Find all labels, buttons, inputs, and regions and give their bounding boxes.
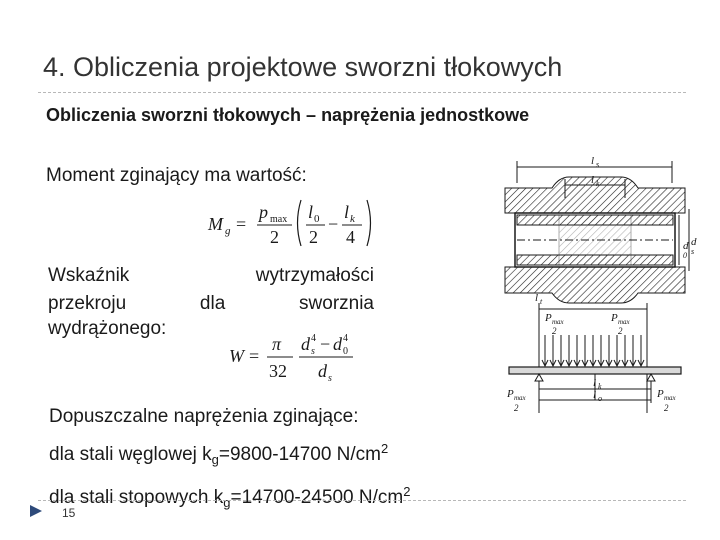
load-arrows bbox=[542, 335, 644, 366]
carbon-sub: g bbox=[211, 452, 219, 467]
alloy-prefix: dla stali stopowych k bbox=[49, 487, 224, 508]
formula-den-32: 32 bbox=[269, 361, 287, 381]
allowable-heading: Dopuszczalne naprężenia zginające: bbox=[49, 406, 359, 427]
formula-den-2b: 2 bbox=[309, 227, 318, 247]
formula-minus: − bbox=[328, 214, 339, 234]
index-label-line3: wydrążonego: bbox=[48, 318, 167, 339]
moment-label: Moment zginający ma wartość: bbox=[46, 165, 307, 186]
formula-den-2: 2 bbox=[270, 227, 279, 247]
load-left-den: 2 bbox=[552, 326, 557, 336]
label-lk-sub: k bbox=[596, 179, 600, 188]
label-d0: d bbox=[683, 240, 689, 252]
formula-w: W bbox=[229, 346, 244, 366]
carbon-steel-line bbox=[49, 433, 410, 476]
label-ls-sub: s bbox=[596, 160, 600, 169]
alloy-sup: 2 bbox=[403, 484, 411, 499]
reaction-right-den: 2 bbox=[664, 403, 669, 413]
slide-subtitle: Obliczenia sworzni tłokowych – naprężenia jednostkowe bbox=[46, 105, 530, 125]
formula-den-4: 4 bbox=[346, 227, 355, 247]
formula-den-ds: d bbox=[318, 361, 327, 381]
allowable-stress-block bbox=[49, 401, 410, 519]
formula-mg-sub: g bbox=[225, 225, 231, 237]
footer-divider bbox=[38, 500, 686, 501]
title-divider bbox=[38, 92, 686, 93]
label-d0-sub: 0 bbox=[683, 251, 687, 260]
carbon-prefix: dla stali węglowej k bbox=[49, 444, 212, 465]
page-number: 15 bbox=[62, 506, 76, 520]
reaction-right-p-sub: max bbox=[664, 394, 676, 402]
formula-p-sub: max bbox=[270, 214, 288, 225]
formula-l0-sub: 0 bbox=[314, 213, 320, 225]
formula-d0-exp: 4 bbox=[343, 333, 348, 344]
label-ds: d bbox=[691, 236, 697, 248]
carbon-sup: 2 bbox=[381, 441, 389, 456]
piston-pin-drawing bbox=[497, 153, 697, 483]
reaction-right-p: P bbox=[657, 388, 664, 400]
formula-d0-sub: 0 bbox=[343, 346, 348, 357]
load-left-p: P bbox=[545, 312, 552, 324]
label-lt: l bbox=[535, 292, 539, 304]
formula-p: p bbox=[259, 202, 268, 222]
alloy-sub: g bbox=[223, 495, 231, 510]
slide-title: 4. Obliczenia projektowe sworzni tłokowych bbox=[43, 52, 563, 82]
formula-minus2: − bbox=[320, 334, 331, 354]
formula-ds: d bbox=[301, 334, 310, 354]
reaction-left-den: 2 bbox=[514, 403, 519, 413]
formula-l0: l bbox=[308, 202, 314, 222]
reaction-left-p-sub: max bbox=[514, 394, 526, 402]
formula-eq: = bbox=[236, 214, 247, 234]
arrow-icon bbox=[28, 503, 46, 519]
formula-lk: l bbox=[344, 202, 350, 222]
moment-formula bbox=[205, 196, 380, 252]
formula-den-ds-sub: s bbox=[328, 373, 332, 384]
formula-eq2: = bbox=[249, 346, 260, 366]
label-lk: l bbox=[591, 174, 595, 186]
label-lk2: l bbox=[593, 377, 597, 389]
label-ds-sub: s bbox=[691, 247, 695, 256]
formula-mg: M bbox=[208, 214, 223, 234]
index-label-line1: Wskaźnik wytrzymałości bbox=[48, 265, 374, 286]
label-lt-sub: t bbox=[540, 297, 543, 306]
label-lo: l bbox=[593, 389, 597, 401]
formula-lk-sub: k bbox=[350, 213, 355, 225]
index-formula bbox=[227, 330, 367, 386]
index-label-line2: przekroju dla sworznia bbox=[48, 293, 374, 314]
label-lk2-sub: k bbox=[598, 382, 602, 391]
load-right-p: P bbox=[611, 312, 618, 324]
reaction-left-p: P bbox=[507, 388, 514, 400]
alloy-steel-line bbox=[49, 476, 410, 519]
formula-pi: π bbox=[272, 334, 282, 354]
label-ls: l bbox=[591, 155, 595, 167]
formula-d0: d bbox=[333, 334, 342, 354]
load-right-p-sub: max bbox=[618, 318, 630, 326]
formula-ds-exp: 4 bbox=[311, 333, 316, 344]
alloy-value: =14700-24500 N/cm bbox=[230, 487, 404, 508]
label-lo-sub: o bbox=[598, 394, 602, 403]
index-label bbox=[48, 262, 374, 318]
formula-ds-sub: s bbox=[311, 346, 315, 357]
load-left-p-sub: max bbox=[552, 318, 564, 326]
carbon-value: =9800-14700 N/cm bbox=[218, 444, 382, 465]
load-right-den: 2 bbox=[618, 326, 623, 336]
